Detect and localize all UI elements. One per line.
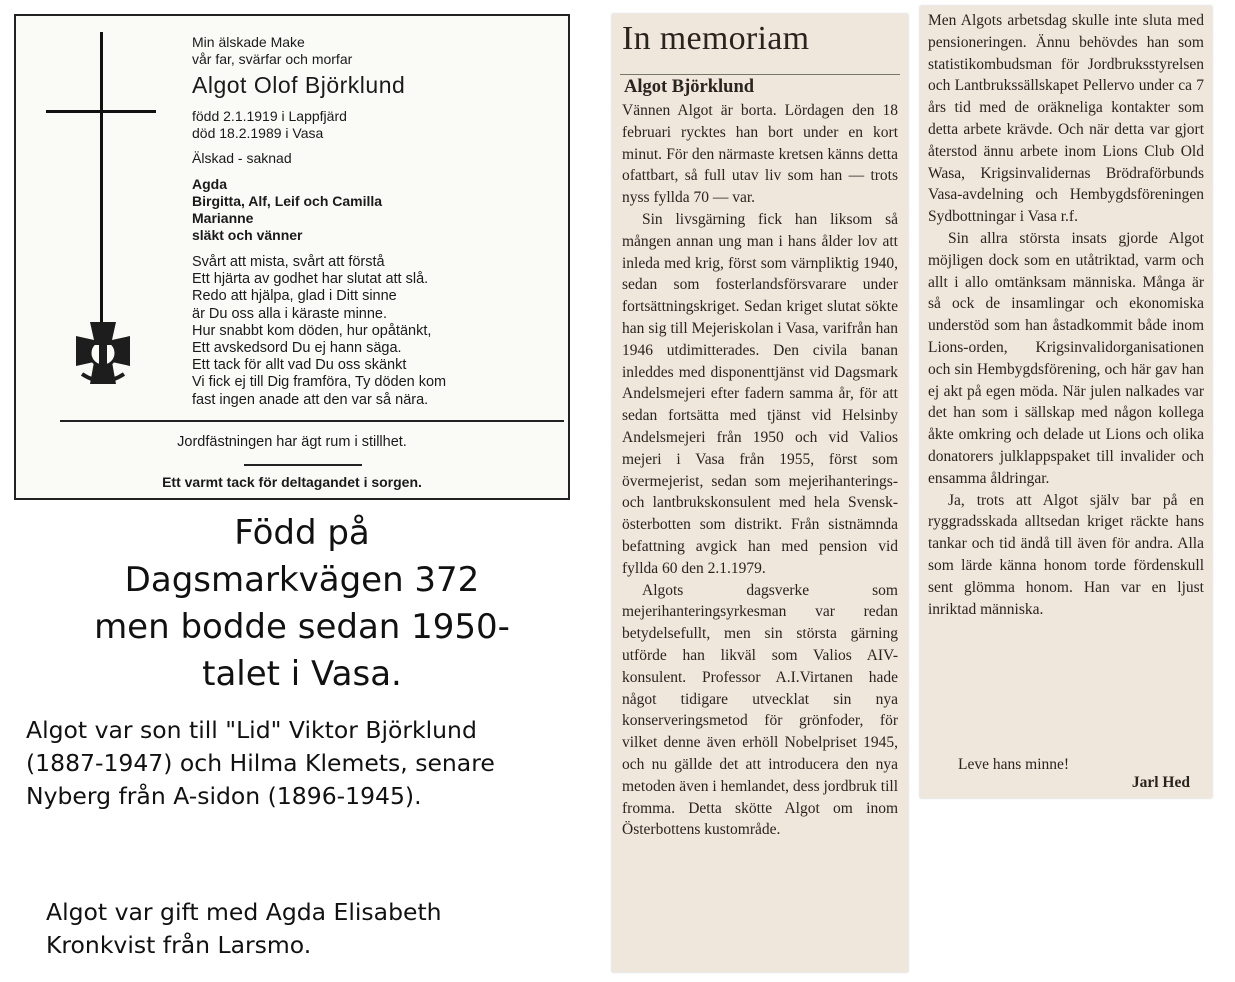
veteran-cross-emblem-icon: [68, 316, 138, 390]
notice-died: död 18.2.1989 i Vasa: [192, 125, 324, 141]
death-notice: [14, 14, 570, 500]
notice-family-line: släkt och vänner: [192, 227, 303, 243]
divider: [60, 420, 564, 422]
poem-line: Ett avskedsord Du ej hann säga.: [192, 340, 402, 356]
divider: [620, 74, 900, 75]
notice-intro: Min älskade Make: [192, 34, 305, 50]
closing-line: Leve hans minne!: [958, 756, 1070, 773]
caption-line: talet i Vasa.: [202, 654, 402, 694]
caption-line: Nyberg från A-sidon (1896-1945).: [26, 782, 422, 810]
poem-line: Hur snabbt kom döden, hur opåtänkt,: [192, 323, 432, 339]
memoriam-heading: In memoriam: [622, 20, 810, 57]
paragraph: Algots dagsverke som mejerihanteringsyrkesman var redan betydelsefullt, men sin största gärning utförde han likväl som Valios AIV-konsulent. Professor A.I.Virtanen hade något tidigare utvecklat sin nya konserveringsmetod för grönfoder, för vilket denne även erhöll Nobelpriset 1945, och nu gällde det att introducera den nya metoden även i hemlandet, dess jordbruk till fromma. Detta skötte Algot om inom Österbottens kustområde.: [622, 581, 898, 839]
poem-line: är Du oss alla i käraste minne.: [192, 306, 388, 322]
birthplace-caption: [40, 510, 564, 698]
caption-line: Dagsmarkvägen 372: [124, 560, 480, 600]
poem-line: Svårt att mista, svårt att förstå: [192, 254, 385, 270]
notice-relation: vår far, svärfar och morfar: [192, 51, 353, 67]
notice-born: född 2.1.1919 i Lappfjärd: [192, 108, 347, 124]
poem-line: Ett tack för allt vad Du oss skänkt: [192, 357, 407, 373]
notice-family-line: Birgitta, Alf, Leif och Camilla: [192, 193, 383, 209]
poem-line: Ett hjärta av godhet har slutat att slå.: [192, 271, 429, 287]
paragraph: Vännen Algot är borta. Lördagen den 18 februari rycktes han bort under en kort minut. För den närmaste kretsen känns detta ofattbart, så full utav liv som han — trots nyss fyllda 70 — var.: [622, 102, 898, 207]
funeral-note: Jordfästningen har ägt rum i stillhet.: [177, 434, 407, 450]
memoriam-clipping-column-1: [612, 14, 908, 972]
notice-loved: Älskad - saknad: [192, 150, 292, 166]
notice-family-line: Agda: [192, 176, 227, 192]
poem-line: Redo att hjälpa, glad i Ditt sinne: [192, 288, 397, 304]
caption-line: Kronkvist från Larsmo.: [46, 931, 312, 959]
caption-line: Algot var son till "Lid" Viktor Björklund: [26, 716, 477, 744]
parents-caption: [26, 714, 495, 813]
paragraph: Ja, trots att Algot själv bar på en ryggradsskada alltsedan kriget räckte hans tankar och tid ändå till även för andra. Alla som lärde känna honom torde fördenskull sent glömma honom. Han var en ljust inriktad människa.: [928, 491, 1204, 618]
caption-line: Algot var gift med Agda Elisabeth: [46, 898, 442, 926]
paragraph: Sin livsgärning fick han liksom så mången annan ung man i hans ålder lov att inleda med krig, först som värnpliktig 1940, sedan som fosterlandsförsvarare under fortsättningskriget. Sedan kriget slutat sökte han sig till Mejeriskolan i Vasa, varifrån han 1946 utdimitterades. Den civila banan inleddes med disponenttjänst vid Dagsmark Andelsmejeri efter fadern samma år, för att sedan fortsätta med tjänst vid Helsinby Andelsmejeri från 1950 och vid Valios mejeri i Vasa från 1955, först som övermejerist, sedan som mejerihanterings- och lantbrukskonsulent med hela Svensk-österbotten som distrikt. Från sistnämnda befattning avgick han med pension vid fyllda 60 den 2.1.1979.: [622, 210, 898, 577]
caption-line: (1887-1947) och Hilma Klemets, senare: [26, 749, 495, 777]
divider: [244, 464, 362, 466]
caption-line: Född på: [234, 513, 370, 553]
memoriam-text: [622, 100, 898, 841]
thanks-note: Ett varmt tack för deltagandet i sorgen.: [162, 474, 422, 490]
cross-arm: [46, 110, 156, 113]
cross-icon: [100, 32, 103, 332]
caption-line: men bodde sedan 1950-: [94, 607, 510, 647]
paragraph: Sin allra största insats gjorde Algot möjligen dock som en utåtriktad, varm och allt i allo omtänksam människa. Många är så ock de insamlingar och ekonomiska understöd som han åstadkommit både inom Lions-orden, Krigsinvalidorganisationen och sin Hembygdsförening, och här gav han ej akt på egen möda. När julen nalkades var det han som i sällskap med någon kollega åkte omkring och delade ut Lions och olika donatorers julklappspaket till invalider och ensamma åldringar.: [928, 229, 1204, 487]
paragraph: Men Algots arbetsdag skulle inte sluta med pensioneringen. Ännu behövdes han som statistikombudsman för Jordbruksstyrelsen och Lantbrukssällskapet Pellervo under ca 7 års tid med de oräkneliga kontakter som detta arbete krävde. Och när detta var gjort återstod ännu arbete inom Lions Club Old Wasa, Krigsinvalidernas Brödraförbunds Vasa-avdelning och Hembygdsföreningen Sydbottningar i Vasa r.f.: [928, 12, 1204, 226]
poem-line: Vi fick ej till Dig framföra, Ty döden kom: [192, 374, 447, 390]
poem-line: fast ingen anade att den var så nära.: [192, 392, 429, 408]
author-signature: Jarl Hed: [1131, 774, 1190, 791]
memoriam-text: [928, 10, 1204, 620]
memoriam-subject: Algot Björklund: [624, 77, 755, 97]
spouse-caption: [46, 896, 442, 962]
memoriam-clipping-column-2: [920, 6, 1212, 798]
notice-name: Algot Olof Björklund: [192, 72, 406, 98]
notice-family-line: Marianne: [192, 210, 254, 226]
